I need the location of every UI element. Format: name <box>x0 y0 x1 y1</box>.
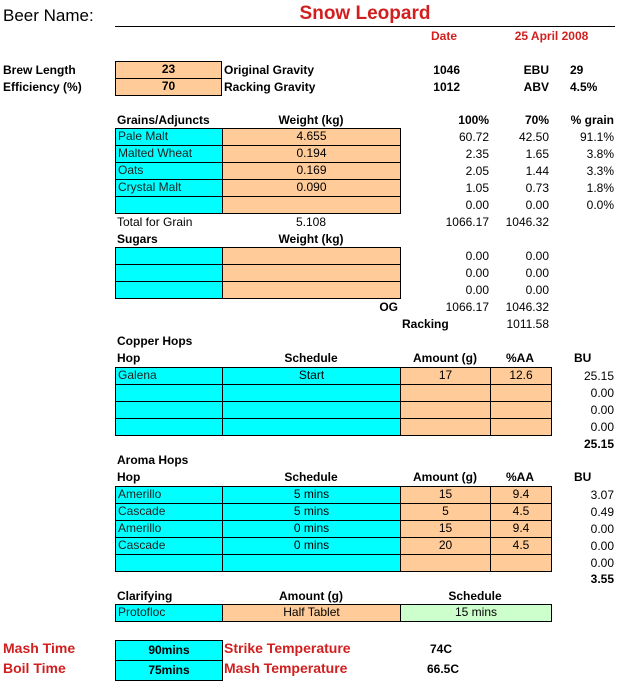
grain-value-70: 42.50 <box>518 130 549 144</box>
aroma-hop-bu: 0.00 <box>590 539 614 553</box>
grain-value-100: 0.00 <box>465 198 489 212</box>
aroma-hop-schedule-cell[interactable] <box>222 554 400 571</box>
grain-weight-cell[interactable] <box>222 196 400 213</box>
og-total-100: 1066.17 <box>445 300 489 314</box>
aroma-hop-name-cell[interactable]: Amerillo <box>115 486 222 503</box>
aroma-hop-amount-cell[interactable]: 5 <box>400 503 490 520</box>
copper-col-hop: Hop <box>117 351 141 365</box>
clarifying-title: Clarifying <box>117 589 173 603</box>
abv-value: 4.5% <box>570 80 598 94</box>
grain-pct: 0.0% <box>586 198 614 212</box>
copper-hop-schedule-cell[interactable] <box>222 384 400 401</box>
aroma-hops-total-bu: 3.55 <box>590 572 614 586</box>
sugar-name-cell[interactable] <box>115 247 222 264</box>
aroma-hop-amount-cell[interactable]: 15 <box>400 520 490 537</box>
copper-hop-amount-cell[interactable]: 17 <box>400 367 490 384</box>
aroma-hop-name-cell[interactable]: Cascade <box>115 503 222 520</box>
mash-temperature-label: Mash Temperature <box>224 660 348 676</box>
abv-label: ABV <box>523 80 549 94</box>
copper-hop-schedule-cell[interactable]: Start <box>222 367 400 384</box>
sugars-header: Sugars <box>117 232 158 246</box>
copper-col-bu: BU <box>574 351 592 365</box>
aroma-hop-aa-cell[interactable] <box>490 554 551 571</box>
copper-hop-amount-cell[interactable] <box>400 401 490 418</box>
grain-name-cell[interactable]: Crystal Malt <box>115 179 222 196</box>
copper-hop-aa-cell[interactable] <box>490 384 551 401</box>
rg-label: Racking Gravity <box>224 80 316 94</box>
copper-hop-bu: 0.00 <box>590 403 614 417</box>
aroma-col-hop: Hop <box>117 470 141 484</box>
clarifying-amount-cell[interactable]: Half Tablet <box>222 604 400 621</box>
copper-hop-name-cell[interactable] <box>115 418 222 435</box>
copper-hop-aa-cell[interactable]: 12.6 <box>490 367 551 384</box>
grain-weight-cell[interactable]: 0.090 <box>222 179 400 196</box>
copper-hop-bu: 25.15 <box>583 369 614 383</box>
grain-total-weight: 5.108 <box>295 215 327 229</box>
og-total-70: 1046.32 <box>505 300 549 314</box>
aroma-hop-schedule-cell[interactable]: 0 mins <box>222 537 400 554</box>
grains-weight-header: Weight (kg) <box>278 113 344 127</box>
copper-hop-name-cell[interactable]: Galena <box>115 367 222 384</box>
sugar-value-70: 0.00 <box>525 249 549 263</box>
efficiency-input[interactable]: 70 <box>115 78 221 95</box>
copper-col-schedule: Schedule <box>284 351 338 365</box>
copper-hop-aa-cell[interactable] <box>490 401 551 418</box>
sugar-value-100: 0.00 <box>465 283 489 297</box>
sugar-weight-cell[interactable] <box>222 281 400 298</box>
sugar-weight-cell[interactable] <box>222 247 400 264</box>
beer-name-label: Beer Name: <box>3 6 94 25</box>
grains-col-pct: % grain <box>570 113 614 127</box>
grain-pct: 3.8% <box>586 147 614 161</box>
aroma-hop-aa-cell[interactable]: 9.4 <box>490 486 551 503</box>
grain-weight-cell[interactable]: 0.169 <box>222 162 400 179</box>
grain-value-70: 1.65 <box>525 147 549 161</box>
beer-name-underline <box>115 26 615 27</box>
aroma-hop-amount-cell[interactable]: 15 <box>400 486 490 503</box>
date-value[interactable]: 25 April 2008 <box>514 29 589 43</box>
grain-value-70: 0.00 <box>525 198 549 212</box>
date-label: Date <box>430 29 457 43</box>
grains-col-70: 70% <box>524 113 549 127</box>
clarifying-name-cell[interactable]: Protofloc <box>115 604 222 621</box>
grain-pct: 3.3% <box>586 164 614 178</box>
grain-value-70: 0.73 <box>525 181 549 195</box>
sugar-name-cell[interactable] <box>115 281 222 298</box>
grain-pct: 1.8% <box>586 181 614 195</box>
grain-weight-cell[interactable]: 0.194 <box>222 145 400 162</box>
sugar-name-cell[interactable] <box>115 264 222 281</box>
aroma-col-aa: %AA <box>505 470 534 484</box>
grain-value-100: 1.05 <box>465 181 489 195</box>
aroma-hop-bu: 0.00 <box>590 556 614 570</box>
efficiency-label: Efficiency (%) <box>3 80 82 94</box>
boil-time-input[interactable]: 75mins <box>115 660 222 680</box>
grain-name-cell[interactable]: Oats <box>115 162 222 179</box>
aroma-col-amount: Amount (g) <box>413 470 477 484</box>
sugar-value-100: 0.00 <box>465 249 489 263</box>
strike-temperature-value: 74C <box>430 642 453 656</box>
aroma-hop-bu: 3.07 <box>590 488 614 502</box>
copper-hop-name-cell[interactable] <box>115 401 222 418</box>
clarifying-col-schedule: Schedule <box>448 589 502 603</box>
grain-value-100: 2.05 <box>465 164 489 178</box>
grain-total-70: 1046.32 <box>505 215 549 229</box>
grain-total-label: Total for Grain <box>117 215 193 229</box>
og-total-label: OG <box>379 300 398 314</box>
copper-col-amount: Amount (g) <box>413 351 477 365</box>
copper-hop-schedule-cell[interactable] <box>222 418 400 435</box>
aroma-hop-aa-cell[interactable]: 4.5 <box>490 537 551 554</box>
grains-header: Grains/Adjuncts <box>117 113 210 127</box>
sugars-weight-header: Weight (kg) <box>278 232 344 246</box>
copper-hop-bu: 0.00 <box>590 386 614 400</box>
racking-label: Racking <box>402 317 449 331</box>
copper-hop-amount-cell[interactable] <box>400 418 490 435</box>
copper-hop-schedule-cell[interactable] <box>222 401 400 418</box>
copper-hops-title: Copper Hops <box>117 334 193 348</box>
sugar-value-100: 0.00 <box>465 266 489 280</box>
grain-name-cell[interactable]: Pale Malt <box>115 128 222 145</box>
ebu-value: 29 <box>570 63 584 77</box>
clarifying-schedule-cell[interactable]: 15 mins <box>400 604 551 621</box>
grain-total-100: 1066.17 <box>445 215 489 229</box>
brew-length-label: Brew Length <box>3 63 76 77</box>
og-value: 1046 <box>433 63 460 77</box>
racking-value: 1011.58 <box>506 317 549 331</box>
aroma-hop-name-cell[interactable]: Amerillo <box>115 520 222 537</box>
grain-weight-cell[interactable]: 4.655 <box>222 128 400 145</box>
aroma-hop-amount-cell[interactable]: 20 <box>400 537 490 554</box>
grain-pct: 91.1% <box>579 130 614 144</box>
clarifying-col-amount: Amount (g) <box>279 589 343 603</box>
aroma-hop-schedule-cell[interactable]: 5 mins <box>222 503 400 520</box>
aroma-hop-aa-cell[interactable]: 4.5 <box>490 503 551 520</box>
og-label: Original Gravity <box>224 63 315 77</box>
copper-hop-bu: 0.00 <box>590 420 614 434</box>
aroma-hop-aa-cell[interactable]: 9.4 <box>490 520 551 537</box>
boil-time-label: Boil Time <box>3 660 66 676</box>
grain-value-100: 2.35 <box>465 147 489 161</box>
rg-value: 1012 <box>433 80 460 94</box>
grain-value-70: 1.44 <box>525 164 549 178</box>
aroma-hop-bu: 0.49 <box>590 505 614 519</box>
aroma-hop-amount-cell[interactable] <box>400 554 490 571</box>
grain-value-100: 60.72 <box>458 130 489 144</box>
aroma-hop-name-cell[interactable] <box>115 554 222 571</box>
beer-name-value[interactable]: Snow Leopard <box>299 3 431 24</box>
sugar-value-70: 0.00 <box>525 266 549 280</box>
aroma-col-bu: BU <box>574 470 592 484</box>
copper-hop-name-cell[interactable] <box>115 384 222 401</box>
aroma-hop-bu: 0.00 <box>590 522 614 536</box>
aroma-hops-title: Aroma Hops <box>117 453 189 467</box>
aroma-col-schedule: Schedule <box>284 470 338 484</box>
copper-col-aa: %AA <box>505 351 534 365</box>
strike-temperature-label: Strike Temperature <box>224 640 351 656</box>
mash-temperature-value: 66.5C <box>427 662 460 676</box>
aroma-hop-name-cell[interactable]: Cascade <box>115 537 222 554</box>
sugar-value-70: 0.00 <box>525 283 549 297</box>
copper-hop-aa-cell[interactable] <box>490 418 551 435</box>
aroma-hop-schedule-cell[interactable]: 5 mins <box>222 486 400 503</box>
brew-length-input[interactable]: 23 <box>115 61 221 78</box>
copper-hops-total-bu: 25.15 <box>583 437 614 451</box>
ebu-label: EBU <box>523 63 549 77</box>
copper-hop-amount-cell[interactable] <box>400 384 490 401</box>
grain-name-cell[interactable] <box>115 196 222 213</box>
mash-time-input[interactable]: 90mins <box>115 640 222 660</box>
grains-col-100: 100% <box>458 113 489 127</box>
mash-time-label: Mash Time <box>3 640 76 656</box>
grain-name-cell[interactable]: Malted Wheat <box>115 145 222 162</box>
sugar-weight-cell[interactable] <box>222 264 400 281</box>
aroma-hop-schedule-cell[interactable]: 0 mins <box>222 520 400 537</box>
